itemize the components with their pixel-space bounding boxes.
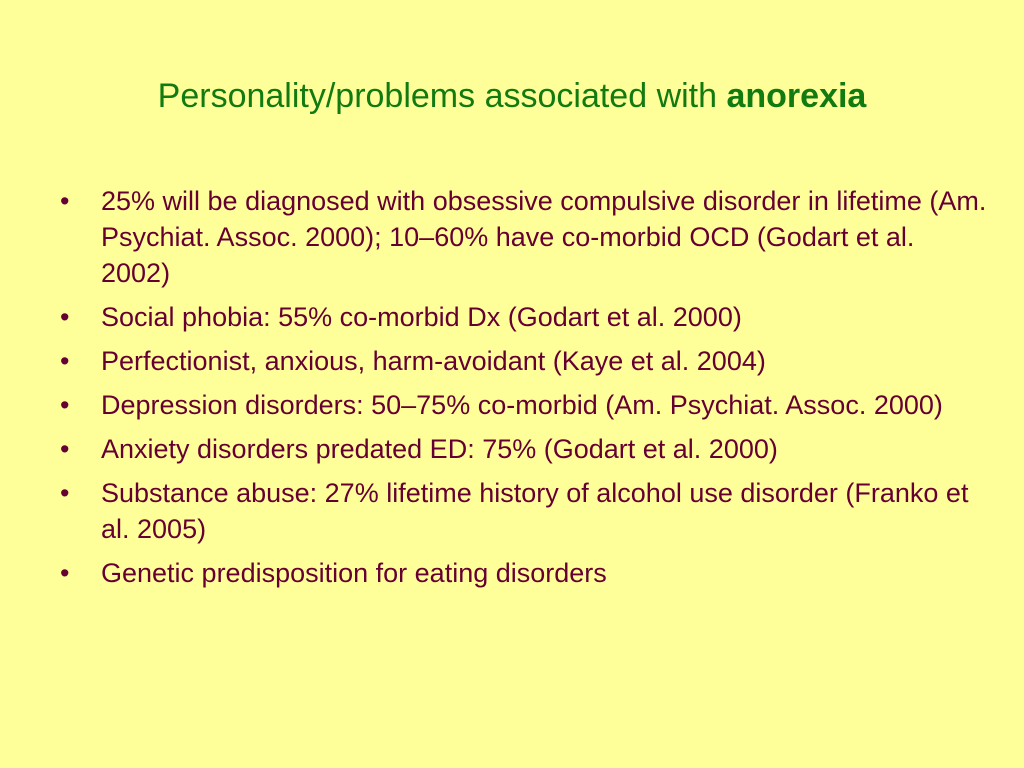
bullet-text: Social phobia: 55% co-morbid Dx (Godart et al. 2000) [101,302,742,332]
bullet-item [58,475,988,547]
slide-title-emphasis: anorexia [726,77,867,115]
bullet-item [58,431,988,467]
bullet-list [58,183,988,599]
bullet-icon: • [60,390,70,420]
slide-title [0,72,1024,120]
bullet-icon: • [60,186,70,216]
bullet-text: Depression disorders: 50–75% co-morbid (Am. Psychiat. Assoc. 2000) [101,390,943,420]
bullet-icon: • [60,434,70,464]
bullet-item [58,299,988,335]
bullet-icon: • [60,346,70,376]
bullet-item [58,387,988,423]
bullet-icon: • [60,558,70,588]
bullet-text: Anxiety disorders predated ED: 75% (Godart et al. 2000) [101,434,778,464]
bullet-item [58,555,988,591]
bullet-text: 25% will be diagnosed with obsessive compulsive disorder in lifetime (Am. Psychiat. Assoc. 2000); 10–60% have co-morbid OCD (Godart et al. 2002) [101,186,987,288]
bullet-text: Perfectionist, anxious, harm-avoidant (Kaye et al. 2004) [101,346,766,376]
slide-title-prefix: Personality/problems associated with [157,77,727,115]
bullet-item [58,183,988,291]
bullet-icon: • [60,302,70,332]
bullet-text: Substance abuse: 27% lifetime history of alcohol use disorder (Franko et al. 2005) [101,478,969,544]
bullet-icon: • [60,478,70,508]
bullet-text: Genetic predisposition for eating disorders [101,558,607,588]
bullet-item [58,343,988,379]
